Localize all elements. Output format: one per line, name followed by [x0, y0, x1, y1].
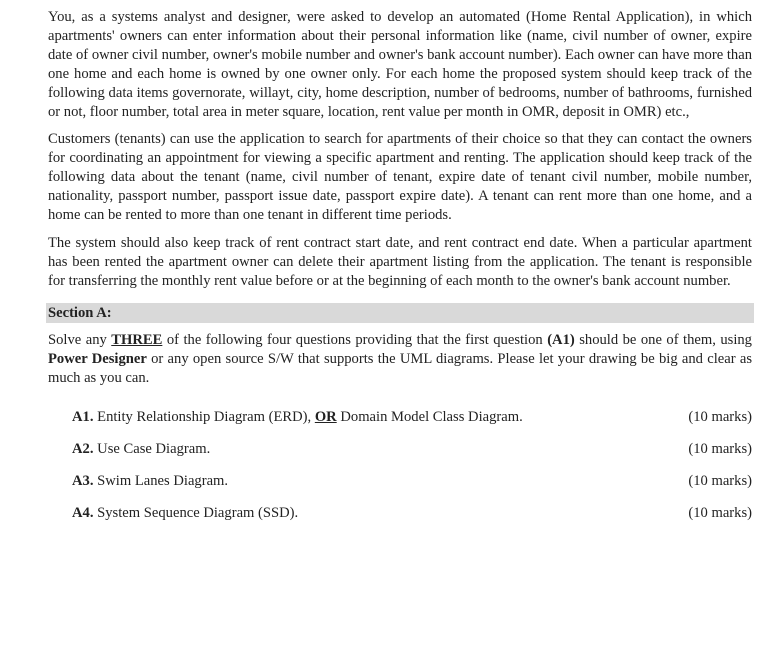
document-page [48, 8, 752, 535]
question-marks: (10 marks) [688, 409, 752, 426]
question-title: Use Case Diagram. [93, 441, 211, 458]
question-text [72, 439, 210, 471]
instructions-text-4: or any open source S/W that supports the UML diagrams. Please let your drawing be big and clear as much as you can. [48, 350, 753, 386]
question-title: System Sequence Diagram (SSD). [93, 505, 299, 522]
emphasis-tool: Power Designer [48, 350, 147, 367]
question-number: A1. [72, 409, 94, 426]
question-item [72, 407, 752, 439]
question-item [72, 503, 752, 535]
instructions-paragraph [48, 331, 752, 388]
question-marks: (10 marks) [688, 441, 752, 458]
question-item [72, 439, 752, 471]
question-title: Entity Relationship Diagram (ERD), [93, 409, 315, 426]
question-number: A4. [72, 505, 94, 522]
emphasis-a1: (A1) [547, 331, 575, 348]
instructions-text-2: of the following four questions providing that the first question [162, 331, 548, 348]
question-list [48, 407, 752, 535]
section-heading: Section A: [46, 303, 754, 323]
instructions-text-1: Solve any [48, 331, 112, 348]
instructions-text-3: should be one of them, using [574, 331, 752, 348]
question-marks: (10 marks) [688, 505, 752, 522]
paragraph-system-overview: You, as a systems analyst and designer, were asked to develop an automated (Home Rental Application), in which apartments' owners can enter information about their personal information like (name, civil number of owner, expire date of owner civil number, owner's mobile number and owner's bank account number). Each owner can have more than one home and each home is owned by one owner only. For each home the proposed system should keep track of the following data items governorate, willayt, city, home description, number of bedrooms, number of bathrooms, furnished or not, floor number, total area in meter square, location, rent value per month in OMR, deposit in OMR) etc., [48, 9, 752, 120]
question-title: Swim Lanes Diagram. [93, 473, 229, 490]
question-item [72, 471, 752, 503]
paragraph-tenants: Customers (tenants) can use the application to search for apartments of their choice so that they can contact the owners for coordinating an appointment for viewing a specific apartment and renting. The application should keep track of the following data about the tenant (name, civil number of tenant, expire date of tenant civil number, mobile number, nationality, passport number, passport issue date, passport expire date). A tenant can rent more than one home, and a home can be rented to more than one tenant in different time periods. [48, 131, 752, 224]
question-marks: (10 marks) [688, 473, 752, 490]
question-text [72, 503, 298, 535]
paragraph-contracts: The system should also keep track of rent contract start date, and rent contract end date. When a particular apartment has been rented the apartment owner can delete their apartment listing from the application. The tenant is responsible for transferring the monthly rent value before or at the beginning of each month to the owner's bank account number. [48, 234, 752, 289]
question-text [72, 471, 228, 503]
question-text [72, 407, 523, 439]
question-number: A2. [72, 441, 94, 458]
question-number: A3. [72, 473, 94, 490]
emphasis-three: THREE [111, 331, 163, 348]
question-title-rest: Domain Model Class Diagram. [336, 409, 523, 426]
emphasis-or: OR [314, 409, 337, 426]
